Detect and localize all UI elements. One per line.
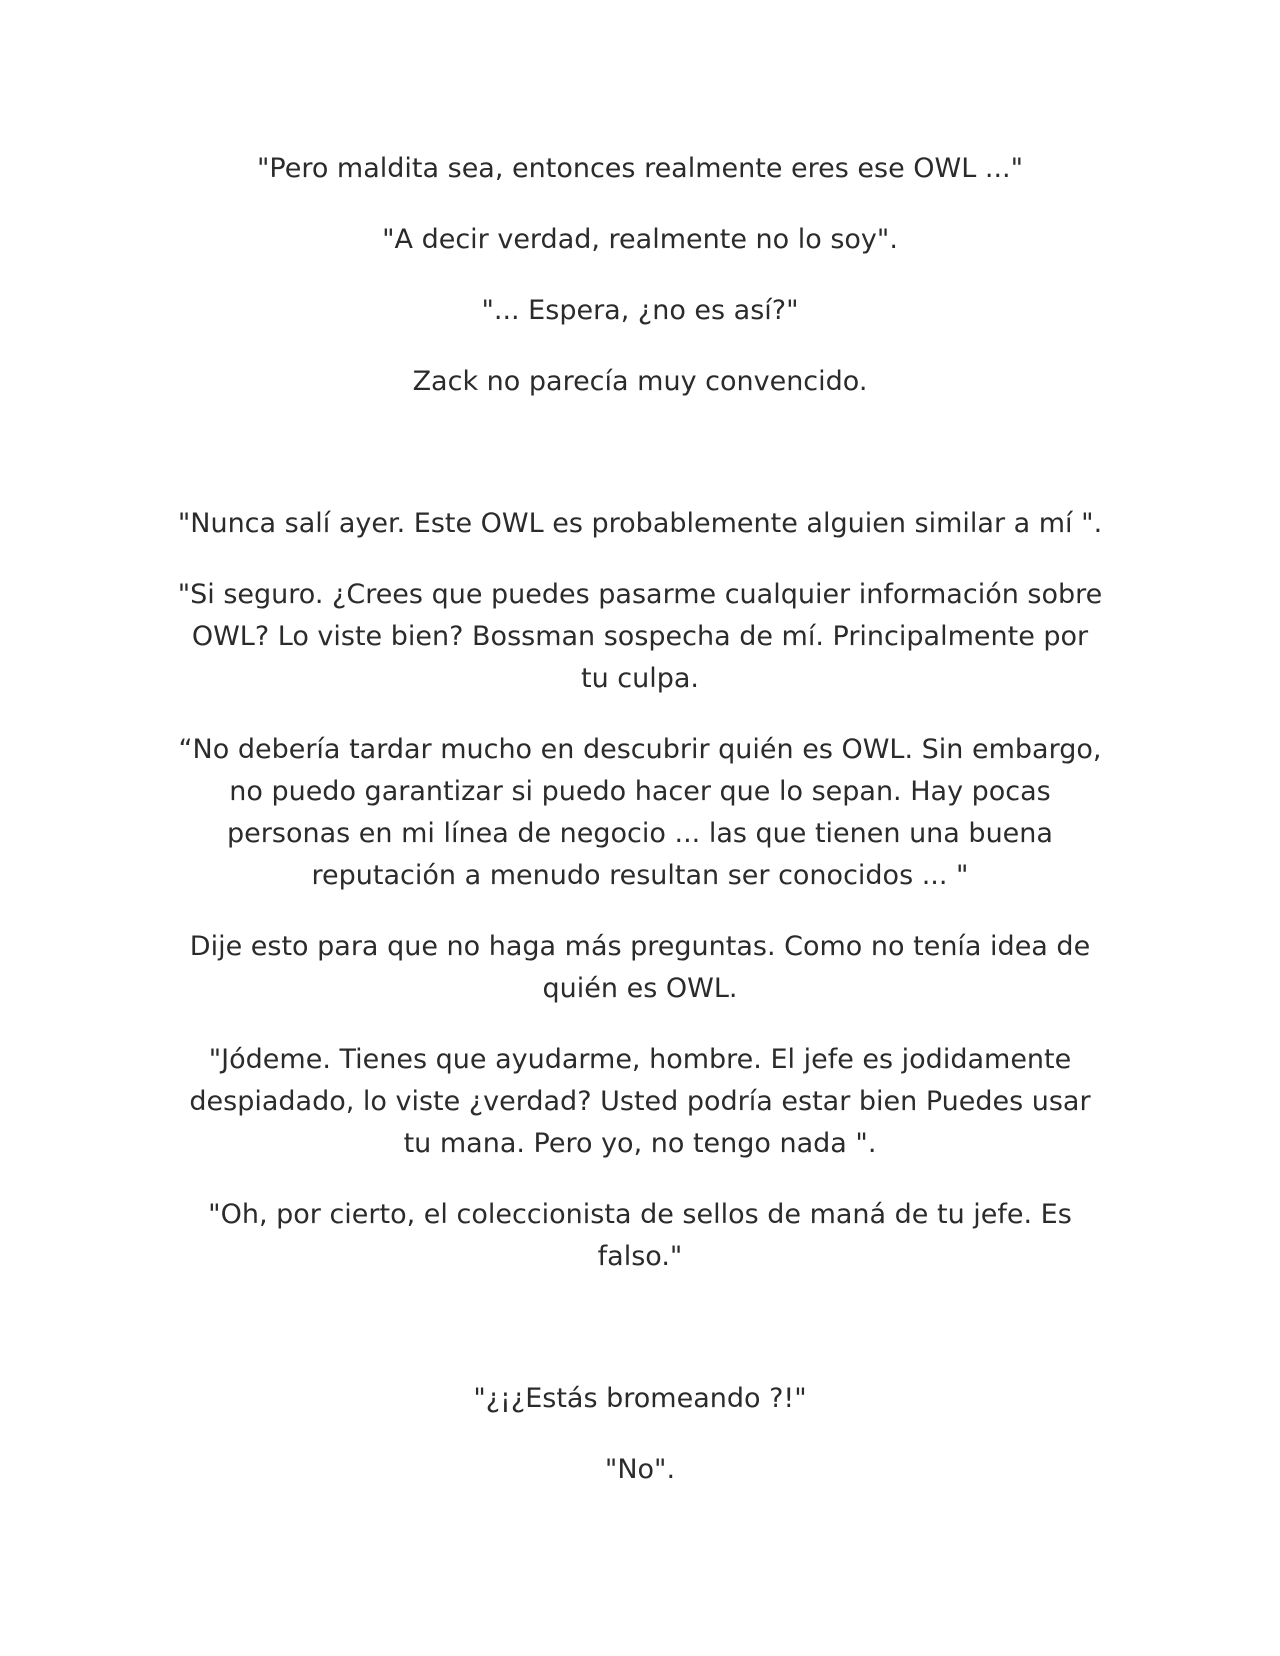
paragraph: "No". <box>604 1454 676 1485</box>
text-column <box>175 148 1105 1520</box>
section-gap <box>175 1307 1105 1378</box>
paragraph: "Pero maldita sea, entonces realmente eres ese OWL ..." <box>256 153 1024 184</box>
paragraph: "A decir verdad, realmente no lo soy". <box>382 224 898 255</box>
paragraph: "Oh, por cierto, el coleccionista de sellos de maná de tu jefe. Es falso." <box>208 1199 1072 1272</box>
paragraph: "Jódeme. Tienes que ayudarme, hombre. El jefe es jodidamente despiadado, lo viste ¿verdad? Usted podría estar bien Puedes usar tu mana. Pero yo, no tengo nada ". <box>189 1044 1091 1159</box>
paragraph: “No debería tardar mucho en descubrir quién es OWL. Sin embargo, no puedo garantizar si puedo hacer que lo sepan. Hay pocas personas en mi línea de negocio ... las que tienen una buena reputación a menudo resultan ser conocidos ... " <box>178 734 1102 891</box>
section-gap <box>175 432 1105 503</box>
paragraph: Dije esto para que no haga más preguntas. Como no tenía idea de quién es OWL. <box>189 931 1091 1004</box>
paragraph: Zack no parecía muy convencido. <box>412 366 868 397</box>
paragraph: "¿¡¿Estás bromeando ?!" <box>473 1383 807 1414</box>
paragraph: "Si seguro. ¿Crees que puedes pasarme cualquier información sobre OWL? Lo viste bien? Bossman sospecha de mí. Principalmente por tu culpa. <box>177 579 1103 694</box>
paragraph: "... Espera, ¿no es así?" <box>481 295 799 326</box>
paragraph: "Nunca salí ayer. Este OWL es probablemente alguien similar a mí ". <box>177 508 1103 539</box>
